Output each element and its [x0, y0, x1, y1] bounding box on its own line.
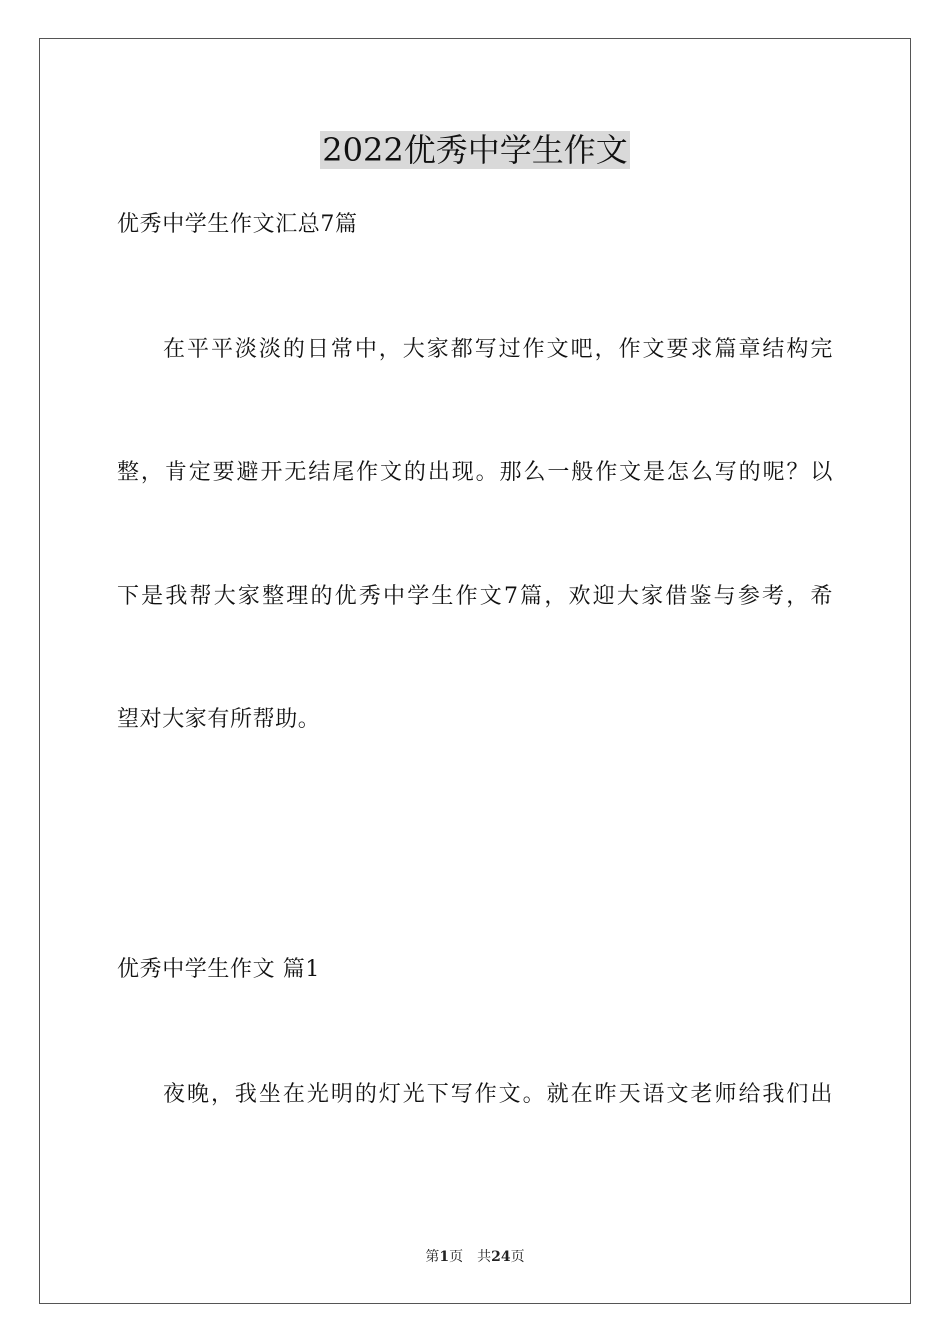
document-subtitle: 优秀中学生作文汇总7篇: [117, 212, 358, 237]
page-footer: [0, 1248, 950, 1266]
section-line-1: 夜晚，我坐在光明的灯光下写作文。就在昨天语文老师给我们出: [163, 1082, 833, 1107]
footer-total-pages: 24: [491, 1249, 511, 1265]
section-heading: 优秀中学生作文 篇1: [117, 957, 320, 982]
document-title-text: 2022优秀中学生作文: [322, 131, 628, 169]
footer-total-prefix: 共: [477, 1249, 492, 1265]
footer-page-prefix: 第: [425, 1249, 440, 1265]
footer-page-suffix: 页: [449, 1249, 464, 1265]
footer-total-suffix: 页: [510, 1249, 525, 1265]
document-title: [0, 128, 950, 172]
intro-line-1: 在平平淡淡的日常中，大家都写过作文吧，作文要求篇章结构完: [163, 337, 833, 362]
footer-page-number: 1: [439, 1249, 450, 1265]
intro-line-4: 望对大家有所帮助。: [117, 707, 321, 732]
intro-line-2: 整，肯定要避开无结尾作文的出现。那么一般作文是怎么写的呢？以: [117, 460, 833, 485]
intro-line-3: 下是我帮大家整理的优秀中学生作文7篇，欢迎大家借鉴与参考，希: [117, 584, 833, 609]
